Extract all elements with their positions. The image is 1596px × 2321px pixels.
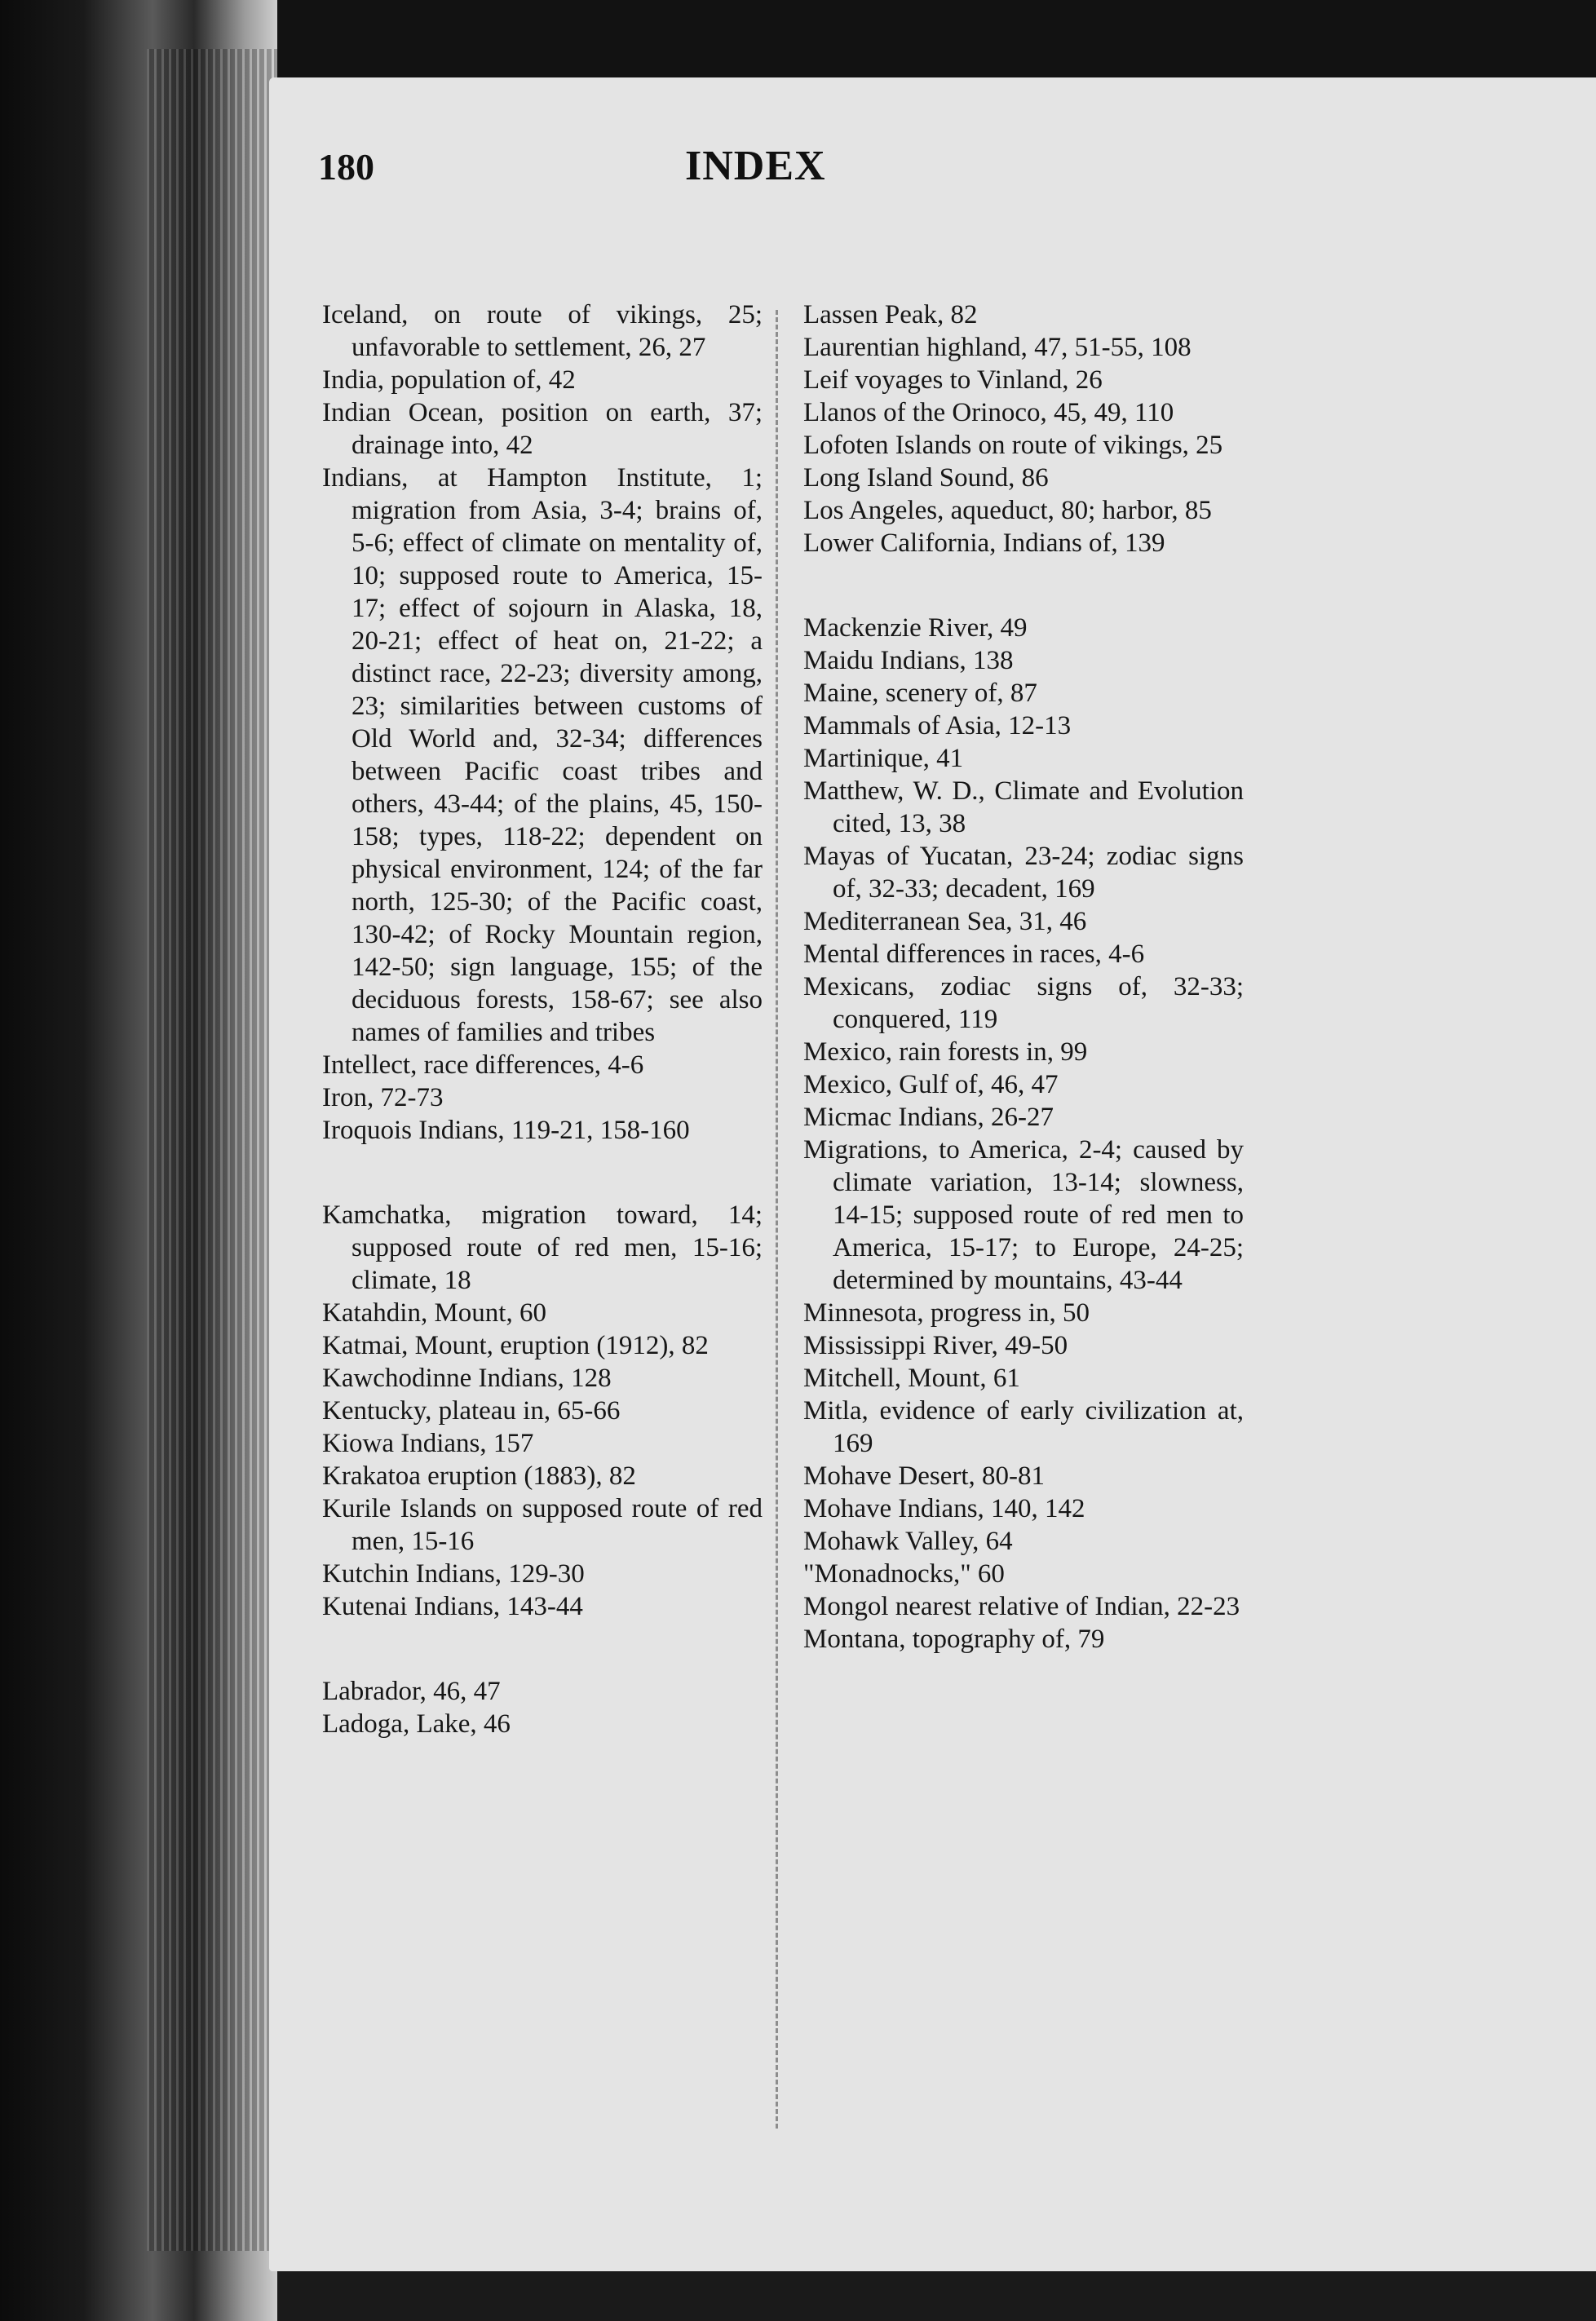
index-entry: Labrador, 46, 47 xyxy=(322,1677,501,1706)
index-entry: Leif voyages to Vinland, 26 xyxy=(803,365,1103,395)
index-entry: Mitla, evidence of early civilization at, 169 xyxy=(803,1396,1244,1458)
index-entry: Mayas of Yucatan, 23-24; zodiac signs of, 32-33; decadent, 169 xyxy=(803,842,1244,904)
page-header xyxy=(318,145,1134,227)
index-entry: Maine, scenery of, 87 xyxy=(803,679,1037,708)
page-number: 180 xyxy=(318,146,374,188)
index-entry: Minnesota, progress in, 50 xyxy=(803,1298,1090,1328)
letter-section-gap xyxy=(322,1623,763,1675)
index-entry: Migrations, to America, 2-4; caused by climate variation, 13-14; slowness, 14-15; supposed route of red men to America, 15-17; to Europe, 24-25; determined by mountains, 43-44 xyxy=(803,1135,1244,1295)
page-edges xyxy=(147,49,277,2251)
index-entry: Indian Ocean, position on earth, 37; drainage into, 42 xyxy=(322,398,763,460)
column-divider xyxy=(776,310,778,2129)
index-entry: Iceland, on route of vikings, 25; unfavorable to settlement, 26, 27 xyxy=(322,300,763,362)
index-entry: Laurentian highland, 47, 51-55, 108 xyxy=(803,333,1191,362)
index-entry: Lassen Peak, 82 xyxy=(803,300,978,329)
index-entry: Iroquois Indians, 119-21, 158-160 xyxy=(322,1116,690,1145)
index-entry: Long Island Sound, 86 xyxy=(803,463,1049,493)
index-entry: Intellect, race differences, 4-6 xyxy=(322,1050,644,1080)
index-entry: Iron, 72-73 xyxy=(322,1083,444,1112)
index-entry: Mohave Indians, 140, 142 xyxy=(803,1494,1085,1523)
index-entry: Martinique, 41 xyxy=(803,744,964,773)
letter-section-gap xyxy=(803,559,1244,612)
index-entry: India, population of, 42 xyxy=(322,365,576,395)
index-entry: Mexico, rain forests in, 99 xyxy=(803,1037,1088,1067)
index-entry: Llanos of the Orinoco, 45, 49, 110 xyxy=(803,398,1174,427)
index-entry: Ladoga, Lake, 46 xyxy=(322,1709,511,1739)
page-title: INDEX xyxy=(685,143,826,189)
index-entry: Mackenzie River, 49 xyxy=(803,613,1028,643)
index-entry: Matthew, W. D., Climate and Evolution cited, 13, 38 xyxy=(803,776,1244,838)
index-entry: Mississippi River, 49-50 xyxy=(803,1331,1068,1360)
index-entry: Indians, at Hampton Institute, 1; migration from Asia, 3-4; brains of, 5-6; effect of climate on mentality of, 10; supposed route to America, 15-17; effect of sojourn in Alaska, 18, 20-21; effect of heat on, 21-22; a distinct race, 22-23; diversity among, 23; similarities between customs of Old World and, 32-34; differences between Pacific coast tribes and others, 43-44; of the plains, 45, 150-158; types, 118-22; dependent on physical environment, 124; of the far north, 125-30; of the Pacific coast, 130-42; of Rocky Mountain region, 142-50; sign language, 155; of the deciduous forests, 158-67; see also names of families and tribes xyxy=(322,463,763,1047)
index-entry: Micmac Indians, 26-27 xyxy=(803,1103,1054,1132)
index-entry: Maidu Indians, 138 xyxy=(803,646,1014,675)
index-entry: Lower California, Indians of, 139 xyxy=(803,528,1165,558)
index-entry: Mexicans, zodiac signs of, 32-33; conquered, 119 xyxy=(803,972,1244,1034)
index-entry: Mohave Desert, 80-81 xyxy=(803,1461,1046,1491)
index-entry: Los Angeles, aqueduct, 80; harbor, 85 xyxy=(803,496,1212,525)
index-entry: Kutenai Indians, 143-44 xyxy=(322,1592,583,1621)
index-entry: Mammals of Asia, 12-13 xyxy=(803,711,1072,741)
index-entry: Mongol nearest relative of Indian, 22-23 xyxy=(803,1592,1240,1621)
index-entry: Mohawk Valley, 64 xyxy=(803,1527,1013,1556)
index-entry: Kawchodinne Indians, 128 xyxy=(322,1364,612,1393)
index-entry: Montana, topography of, 79 xyxy=(803,1625,1105,1654)
index-entry: Mental differences in races, 4-6 xyxy=(803,939,1145,969)
index-column-right xyxy=(803,298,1244,1656)
index-entry: Mediterranean Sea, 31, 46 xyxy=(803,907,1087,936)
page-bottom-shadow xyxy=(277,2271,1596,2321)
index-entry: Katahdin, Mount, 60 xyxy=(322,1298,546,1328)
index-entry: Kutchin Indians, 129-30 xyxy=(322,1559,585,1589)
index-entry: Kiowa Indians, 157 xyxy=(322,1429,534,1458)
index-entry: Mitchell, Mount, 61 xyxy=(803,1364,1020,1393)
index-entry: "Monadnocks," 60 xyxy=(803,1559,1005,1589)
index-entry: Kamchatka, migration toward, 14; supposed route of red men, 15-16; climate, 18 xyxy=(322,1200,763,1295)
index-entry: Mexico, Gulf of, 46, 47 xyxy=(803,1070,1059,1099)
index-entry: Kentucky, plateau in, 65-66 xyxy=(322,1396,621,1426)
index-column-left xyxy=(322,298,763,1740)
index-entry: Katmai, Mount, eruption (1912), 82 xyxy=(322,1331,709,1360)
index-entry: Kurile Islands on supposed route of red men, 15-16 xyxy=(322,1494,763,1556)
index-entry: Krakatoa eruption (1883), 82 xyxy=(322,1461,636,1491)
letter-section-gap xyxy=(322,1147,763,1199)
index-entry: Lofoten Islands on route of vikings, 25 xyxy=(803,431,1223,460)
